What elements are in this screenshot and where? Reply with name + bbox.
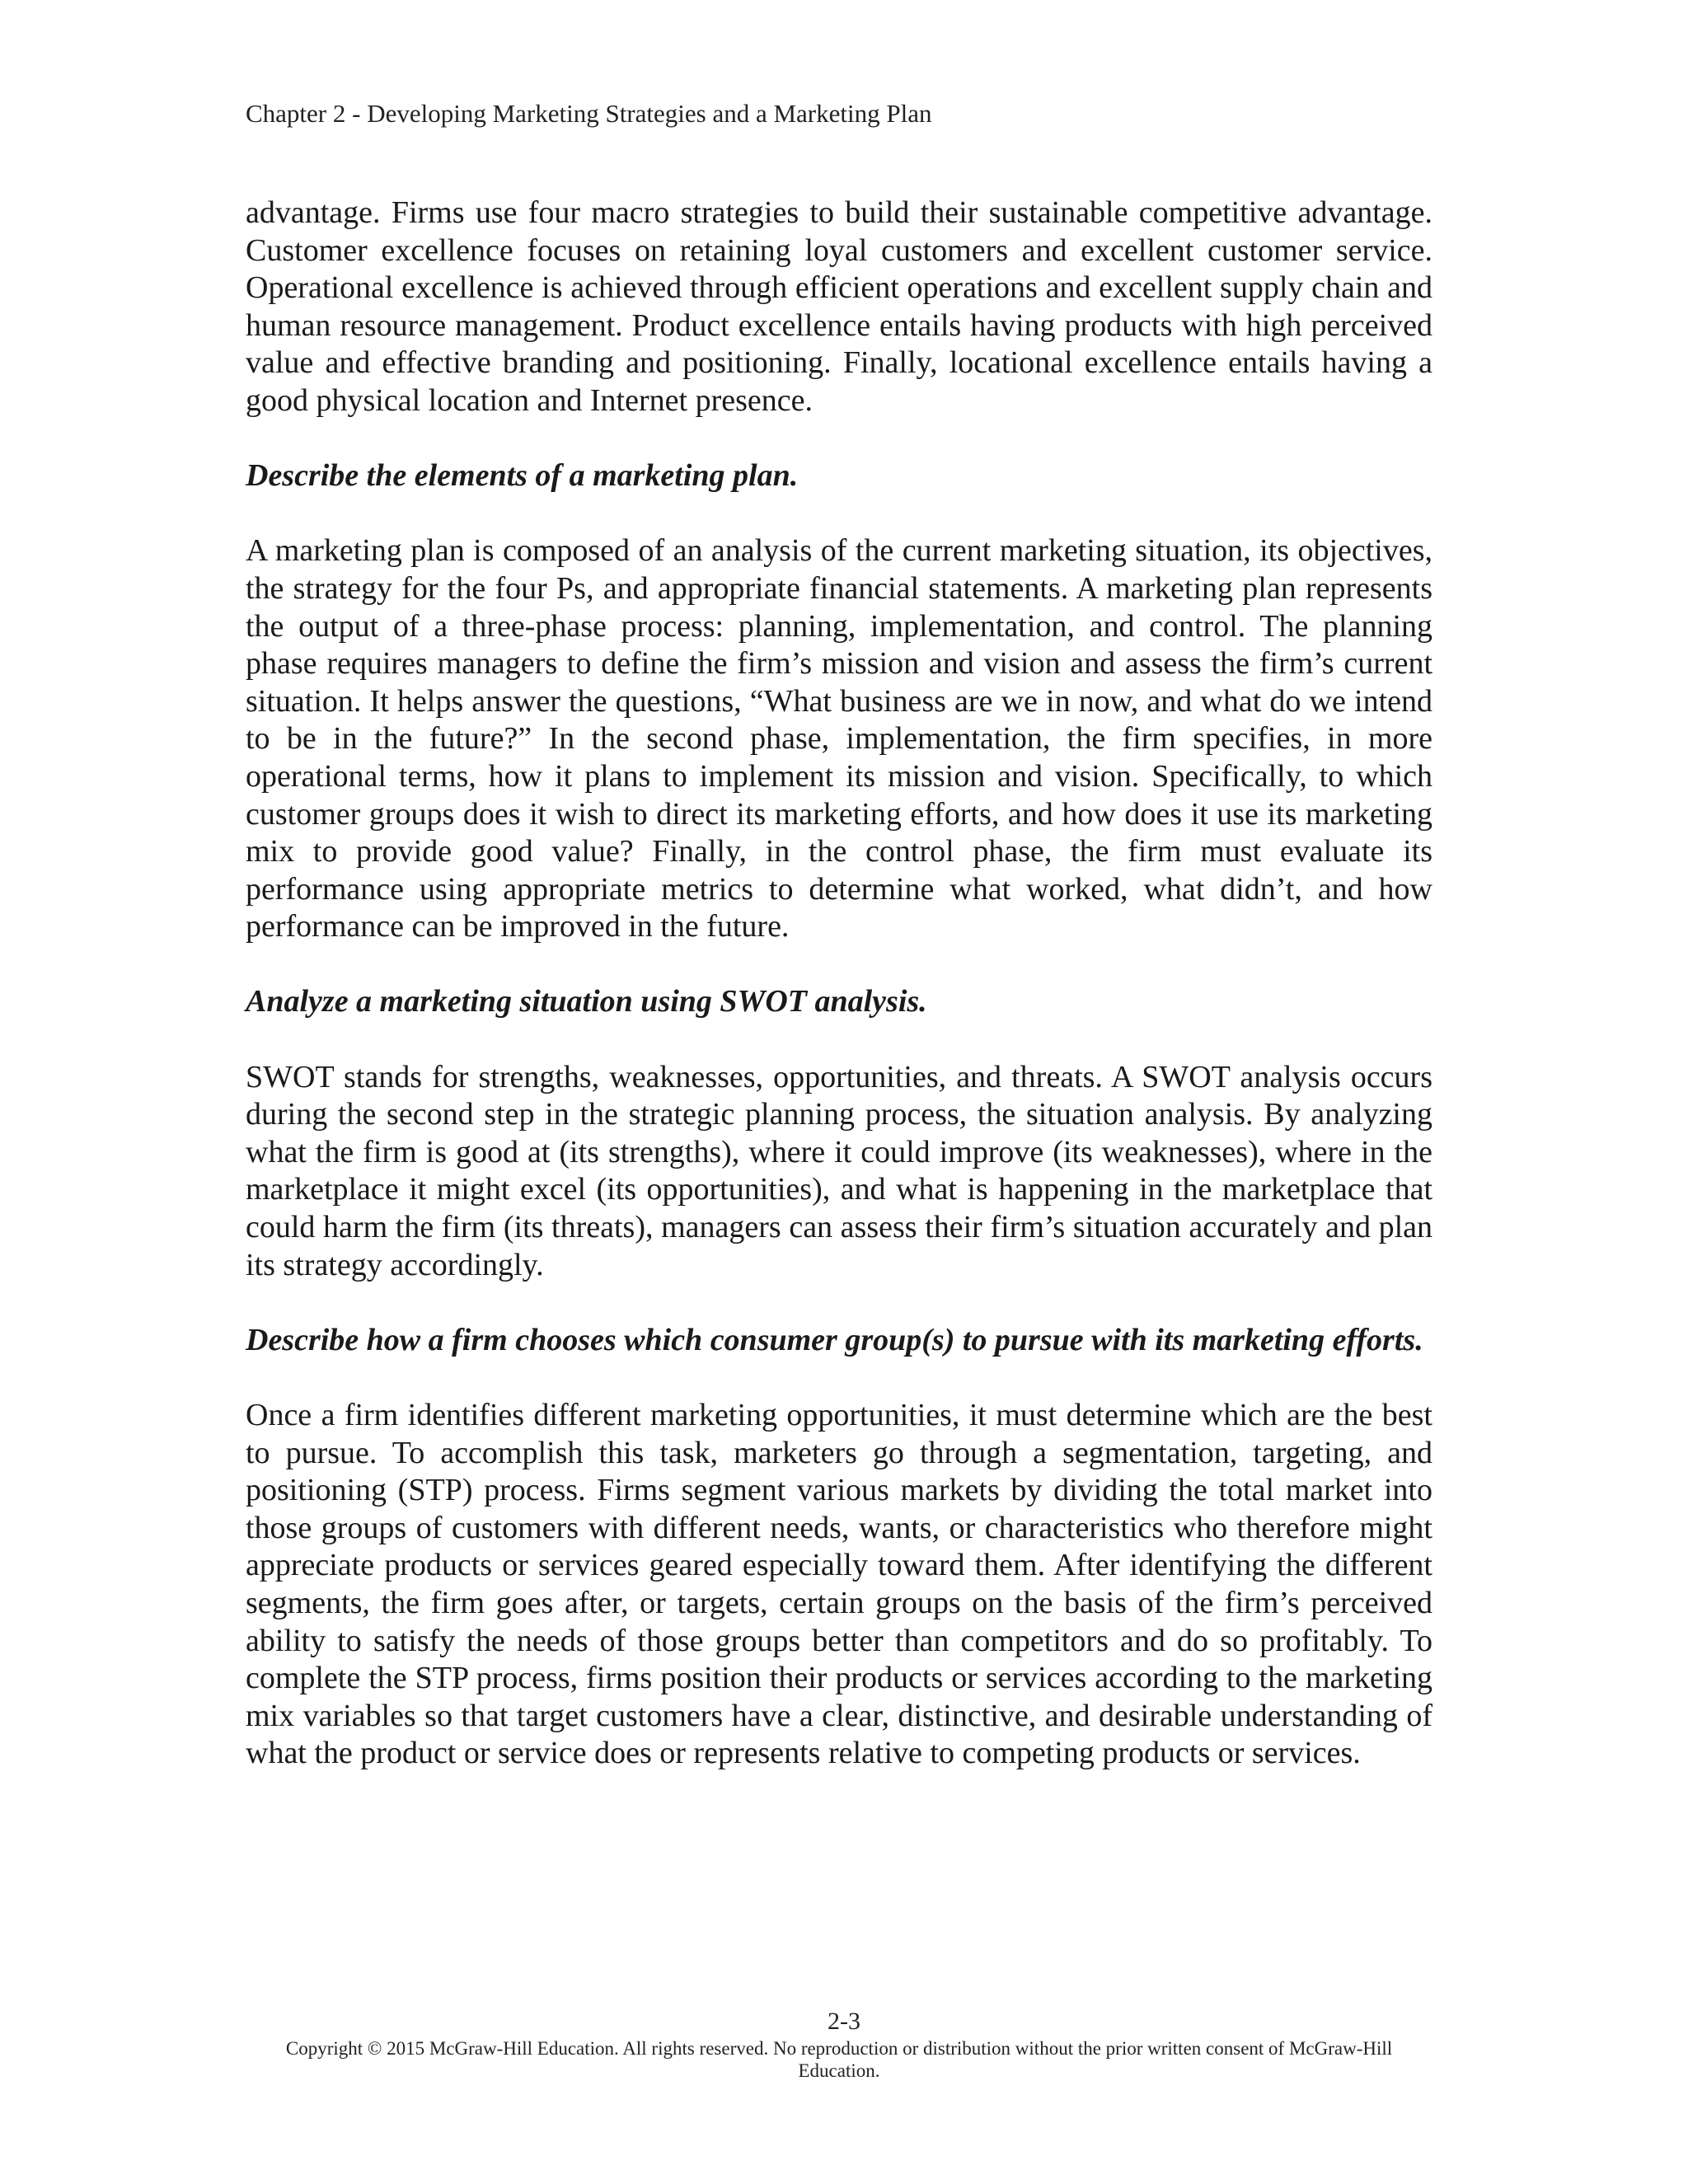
section-consumer-groups	[246, 1322, 1432, 1773]
section-heading: Describe the elements of a marketing plan.	[246, 458, 799, 494]
section-paragraph: SWOT stands for strengths, weaknesses, opportunities, and threats. A SWOT analysis occurs during the second step in the strategic planning process, the situation analysis. By analyzing what the firm is good at (its strengths), where it could improve (its weaknesses), where in the marketplace it might excel (its opportunities), and what is happening in the marketplace that could harm the firm (its threats), managers can assess their firm’s situation accurately and plan its strategy accordingly.	[246, 1059, 1432, 1282]
section-swot-analysis	[246, 983, 1432, 1284]
section-paragraph: A marketing plan is composed of an analysis of the current marketing situation, its objectives, the strategy for the four Ps, and appropriate financial statements. A marketing plan represents the output of a three-phase process: planning, implementation, and control. The planning phase requires managers to define the firm’s mission and vision and assess the firm’s current situation. It helps answer the questions, “What business are we in now, and what do we intend to be in the future?” In the second phase, implementation, the firm specifies, in more operational terms, how it plans to implement its mission and vision. Specifically, to which customer groups does it wish to direct its marketing efforts, and how does it use its marketing mix to provide good value? Finally, in the control phase, the firm must evaluate its performance using appropriate metrics to determine what worked, what didn’t, and how performance can be improved in the future.	[246, 533, 1432, 944]
page-body	[246, 194, 1432, 1811]
section-marketing-plan	[246, 457, 1432, 946]
section-heading: Describe how a firm chooses which consumer group(s) to pursue with its marketing efforts.	[246, 1322, 1423, 1357]
copyright-notice: Copyright © 2015 McGraw-Hill Education. All rights reserved. No reproduction or distribution without the prior written consent of McGraw-Hill Education.	[285, 2038, 1393, 2081]
section-heading: Analyze a marketing situation using SWOT analysis.	[246, 984, 927, 1019]
intro-paragraph: advantage. Firms use four macro strategies to build their sustainable competitive advantage. Customer excellence focuses on retaining loyal customers and excellent customer service. Operational excellence is achieved through efficient operations and excellent supply chain and human resource management. Product excellence entails having products with high perceived value and effective branding and positioning. Finally, locational excellence entails having a good physical location and Internet presence.	[246, 195, 1432, 418]
section-paragraph: Once a firm identifies different marketing opportunities, it must determine which are the best to pursue. To accomplish this task, marketers go through a segmentation, targeting, and positioning (STP) process. Firms segment various markets by dividing the total market into those groups of customers with different needs, wants, or characteristics who therefore might appreciate products or services geared especially toward them. After identifying the different segments, the firm goes after, or targets, certain groups on the basis of the firm’s perceived ability to satisfy the needs of those groups better than competitors and do so profitably. To complete the STP process, firms position their products or services according to the marketing mix variables so that target customers have a clear, distinctive, and desirable understanding of what the product or service does or represents relative to competing products or services.	[246, 1398, 1432, 1771]
running-header: Chapter 2 - Developing Marketing Strategies and a Marketing Plan	[246, 99, 932, 128]
page-number: 2-3	[828, 2008, 860, 2035]
